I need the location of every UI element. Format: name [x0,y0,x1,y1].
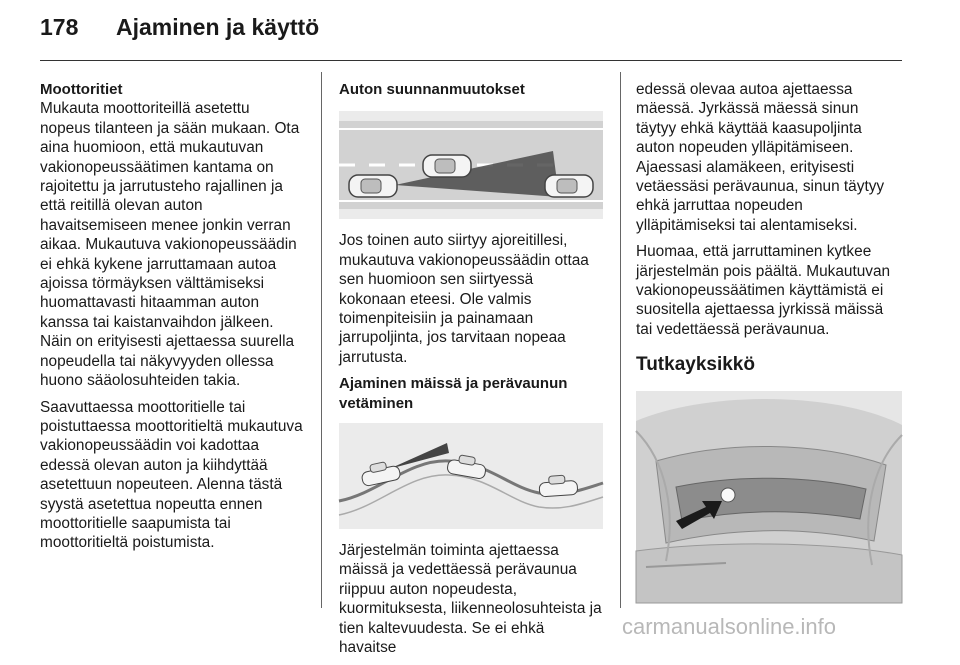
paragraph: Jos toinen auto siirtyy ajoreitillesi, mukautuva vakionopeussäädin ottaa sen huomioon sen siirtyessä kokonaan eteesi. Ole valmis toimenpiteisiin ja painamaan jarrupoljinta, jos tarvitaan nopeaa jarrutusta. [339,232,589,366]
column-separator-1 [321,72,322,608]
car-icon [349,175,397,197]
column-2 [339,80,603,665]
paragraph: Järjestelmän toiminta ajettaessa mäissä ja vedettäessä perävaunua riippuu auton nopeudesta, kuormituksesta, liikenneolosuhteista ja tien kaltevuudesta. Se ei ehkä havaitse [339,542,602,657]
page-title: Ajaminen ja käyttö [116,14,320,40]
column-1 [40,80,304,560]
page-number: 178 [40,14,79,40]
column-separator-2 [620,72,621,608]
section-heading-lane-change: Auton suunnanmuutokset [339,81,525,98]
column-3 [636,80,902,615]
watermark: carmanualsonline.info [622,614,837,639]
paragraph: Mukauta moottoriteillä asetettu nopeus tilanteen ja sään mukaan. Ota aina huomioon, että mukautuvan vakionopeussäätimen kantama on rajoitettu ja jarrutusteho rajallinen ja että reitillä olevan auton havaitsemiseen menee jonkin verran aikaa. Mukautuva vakionopeussäädin ei ehkä kykene jarruttamaan autoa ajoissa törmäyksen välttämiseksi huomattavasti hitaamman auton kanssa tai kaistanvaihdon jälkeen. Näin on erityisesti ajettaessa suurella nopeudella tai näkyvyyden ollessa huono sääolosuhteiden takia. [40,100,300,390]
car-icon [423,155,471,177]
paragraph: edessä olevaa autoa ajettaessa mäessä. Jyrkässä mäessä sinun täytyy ehkä käyttää kaasupoljinta auton nopeuden ylläpitämiseen. Ajaessasi alamäkeen, erityisesti vetäessäsi perävaunua, sinun täytyy ehkä jarruttaa nopeuden ylläpitämiseksi tai alentamiseksi. [636,81,885,234]
header-rule [40,60,902,61]
radar-sensor-icon [721,488,735,502]
section-heading-motorways: Moottoritiet [40,81,123,98]
car-icon [360,459,401,486]
section-heading-hills-trailer: Ajaminen mäissä ja perävaunun vetäminen [339,375,568,412]
section-heading-radar-unit: Tutkayksikkö [636,354,755,376]
paragraph: Huomaa, että jarruttaminen kytkee järjestelmän pois päältä. Mukautuvan vakionopeussäätimen käyttämistä ei suositella ajettaessa jyrkissä mäissä tai vedettäessä perävaunua. [636,243,891,338]
lane-change-illustration [339,111,603,219]
hill-driving-illustration [339,423,603,529]
car-icon [545,175,593,197]
paragraph: Saavuttaessa moottoritielle tai poistuttaessa moottoritieltä mukautuva vakionopeussäädin voi kadottaa edessä olevan auton ja kiihdyttää asetettuun nopeuteen. Alenna tästä syystä asetettua nopeutta ennen moottoritielle saapumista tai moottoritieltä poistumista. [40,398,303,552]
car-icon [539,474,578,497]
page-header [40,14,319,54]
radar-unit-photo [636,391,902,603]
